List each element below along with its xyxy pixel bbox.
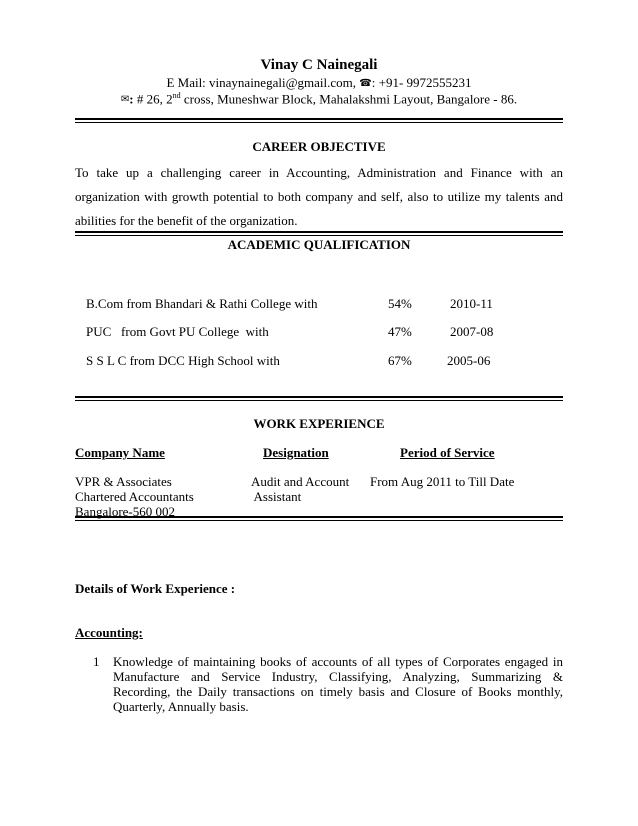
phone-value: +91- 9972555231: [378, 75, 472, 90]
list-item-number: 1: [93, 654, 100, 669]
academic-course: B.Com from Bhandari & Rathi College with: [86, 296, 318, 311]
academic-percent: 67%: [388, 353, 412, 368]
designation-cell: [251, 474, 349, 504]
details-heading: Details of Work Experience :: [75, 581, 236, 596]
academic-percent: 54%: [388, 296, 412, 311]
candidate-name: Vinay C Nainegali: [260, 57, 378, 73]
period-header: Period of Service: [400, 445, 495, 460]
email-value: vinaynainegali@gmail.com,: [209, 75, 357, 90]
address-suffix: cross, Muneshwar Block, Mahalakshmi Layout, Bangalore - 86.: [180, 91, 518, 107]
phone-label: :: [371, 75, 379, 90]
company-cell: [75, 474, 194, 519]
list-item-text: Knowledge of maintaining books of accounts of all types of Corporates engaged in Manufacture and Service Industry, Classifying, Analyzing, Summarizing & Recording, the Daily transactions on timely basis and Closure of Books monthly, Quarterly, Annually basis.: [113, 654, 563, 714]
academic-year: 2007-08: [450, 324, 494, 339]
divider: [75, 231, 563, 236]
divider: [75, 118, 563, 123]
contact-line: [0, 75, 638, 91]
designation-line: Audit and Account: [251, 474, 350, 489]
designation-header: Designation: [263, 445, 329, 460]
address-line: [0, 91, 638, 107]
academic-year: 2005-06: [447, 353, 491, 368]
phone-icon: ☎: [359, 78, 372, 89]
address-label: :: [129, 91, 137, 107]
accounting-heading: Accounting:: [75, 625, 143, 640]
company-line: Bangalore-560 002: [75, 504, 176, 519]
period-cell: From Aug 2011 to Till Date: [370, 474, 515, 489]
academic-year: 2010-11: [450, 296, 493, 311]
career-objective-text: To take up a challenging career in Accounting, Administration and Finance with an organization with growth potential to both company and self, also to utilize my talents and abilities for the benefit of the organization.: [75, 165, 563, 228]
address-sup: nd: [172, 91, 181, 100]
designation-line: Assistant: [251, 489, 302, 504]
academic-course: PUC from Govt PU College with: [86, 324, 269, 339]
company-line: Chartered Accountants: [75, 489, 194, 504]
work-experience-heading: WORK EXPERIENCE: [253, 416, 385, 431]
company-name-header: Company Name: [75, 445, 165, 460]
company-line: VPR & Associates: [75, 474, 172, 489]
academic-heading: ACADEMIC QUALIFICATION: [227, 237, 411, 252]
academic-course: S S L C from DCC High School with: [86, 353, 280, 368]
career-objective-heading: CAREER OBJECTIVE: [252, 139, 386, 154]
academic-percent: 47%: [388, 324, 412, 339]
address-prefix: # 26, 2: [136, 91, 173, 107]
email-label: E Mail:: [166, 75, 210, 90]
divider: [75, 516, 563, 521]
divider: [75, 396, 563, 401]
envelope-icon: ✉: [120, 94, 130, 106]
